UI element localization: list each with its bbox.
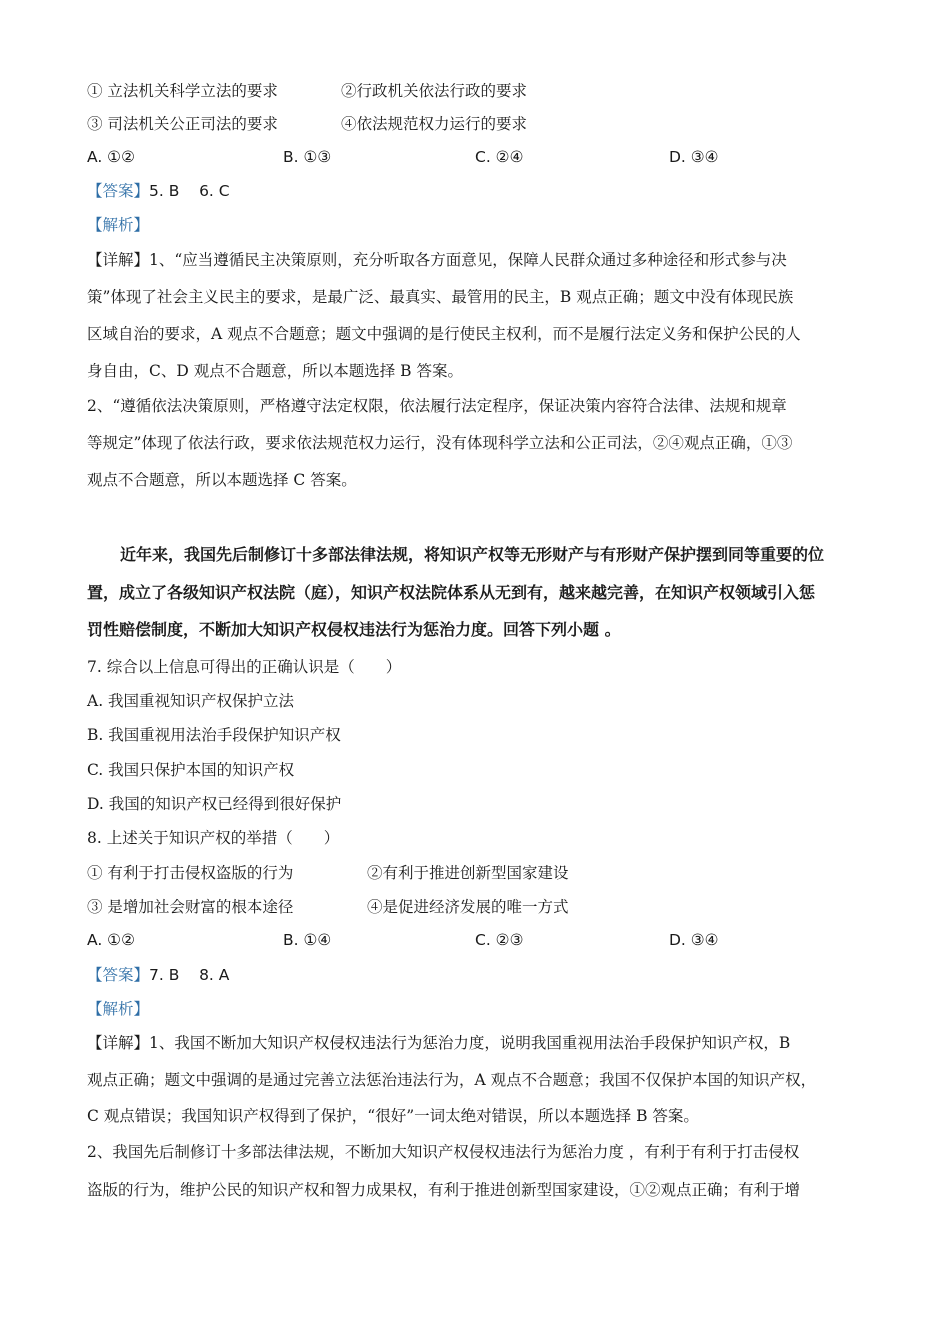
detail-line-3: 区域自治的要求，A 观点不合题意；题文中强调的是行使民主权利，而不是履行法定义务和保护公民的人	[87, 325, 801, 343]
q6-statement-1: ① 立法机关科学立法的要求	[87, 82, 278, 100]
q8-option-d: D. ③④	[669, 931, 719, 949]
detail-text: 1、我国不断加大知识产权侵权违法行为惩治力度，说明我国重视用法治手段保护知识产权，B	[149, 1034, 791, 1052]
detail-line-3: C 观点错误；我国知识产权得到了保护，“很好”一词太绝对错误，所以本题选择 B 答案。	[87, 1107, 699, 1125]
q7-option-a: A. 我国重视知识产权保护立法	[87, 692, 295, 710]
q7-option-b: B. 我国重视用法治手段保护知识产权	[87, 726, 341, 744]
q7-stem: 7. 综合以上信息可得出的正确认识是（ ）	[87, 658, 402, 676]
q6-option-d: D. ③④	[669, 148, 719, 166]
answer-text: 5. B 6. C	[149, 182, 230, 200]
material-line-3: 罚性赔偿制度，不断加大知识产权侵权违法行为惩治力度。回答下列小题 。	[87, 620, 621, 639]
detail-line-1	[87, 1033, 790, 1053]
q8-statement-4: ④是促进经济发展的唯一方式	[367, 898, 569, 916]
q6-statement-4: ④依法规范权力运行的要求	[341, 115, 528, 133]
answer-tag: 【答案】	[87, 966, 150, 984]
q8-statement-1: ① 有利于打击侵权盗版的行为	[87, 864, 294, 882]
q8-statement-3: ③ 是增加社会财富的根本途径	[87, 898, 294, 916]
q6-option-b: B. ①③	[283, 148, 332, 166]
analysis-tag: 【解析】	[87, 1000, 150, 1018]
q8-option-a: A. ①②	[87, 931, 135, 949]
detail-line-5: 盗版的行为，维护公民的知识产权和智力成果权，有利于推进创新型国家建设，①②观点正确；有利于增	[87, 1181, 801, 1199]
q8-stem: 8. 上述关于知识产权的举措（ ）	[87, 829, 340, 847]
detail-line-4: 2、我国先后制修订十多部法律法规，不断加大知识产权侵权违法行为惩治力度 ，有利于有利于打击侵权	[87, 1143, 800, 1161]
q8-statement-2: ②有利于推进创新型国家建设	[367, 864, 569, 882]
detail-line-7: 观点不合题意，所以本题选择 C 答案。	[87, 471, 357, 489]
material-line-2: 置，成立了各级知识产权法院（庭），知识产权法院体系从无到有，越来越完善，在知识产权领域引入惩	[87, 583, 816, 602]
answer-7-8	[87, 965, 229, 985]
detail-line-2: 策”体现了社会主义民主的要求，是最广泛、最真实、最管用的民主，B 观点正确；题文中没有体现民族	[87, 288, 794, 306]
q8-option-c: C. ②③	[475, 931, 524, 949]
q6-statement-2: ②行政机关依法行政的要求	[341, 82, 528, 100]
detail-line-2: 观点正确；题文中强调的是通过完善立法惩治违法行为，A 观点不合题意；我国不仅保护本国的知识产权，	[87, 1071, 817, 1089]
detail-tag: 【详解】	[87, 251, 150, 269]
detail-line-4: 身自由，C、D 观点不合题意，所以本题选择 B 答案。	[87, 362, 463, 380]
answer-tag: 【答案】	[87, 182, 150, 200]
q7-option-d: D. 我国的知识产权已经得到很好保护	[87, 795, 342, 813]
material-line-1: 近年来，我国先后制修订十多部法律法规，将知识产权等无形财产与有形财产保护摆到同等重要的位	[120, 545, 825, 564]
q6-option-c: C. ②④	[475, 148, 524, 166]
q6-option-a: A. ①②	[87, 148, 135, 166]
answer-5-6	[87, 181, 230, 201]
detail-line-1	[87, 250, 787, 270]
detail-text: 1、“应当遵循民主决策原则，充分听取各方面意见，保障人民群众通过多种途径和形式参与决	[149, 251, 787, 269]
analysis-tag: 【解析】	[87, 216, 150, 234]
answer-text: 7. B 8. A	[149, 966, 230, 984]
detail-line-6: 等规定”体现了依法行政，要求依法规范权力运行，没有体现科学立法和公正司法，②④观点正确，①③	[87, 434, 793, 452]
q8-option-b: B. ①④	[283, 931, 332, 949]
q7-option-c: C. 我国只保护本国的知识产权	[87, 761, 295, 779]
detail-line-5: 2、“遵循依法决策原则，严格遵守法定权限，依法履行法定程序，保证决策内容符合法律、法规和规章	[87, 397, 787, 415]
q6-statement-3: ③ 司法机关公正司法的要求	[87, 115, 278, 133]
detail-tag: 【详解】	[87, 1034, 150, 1052]
